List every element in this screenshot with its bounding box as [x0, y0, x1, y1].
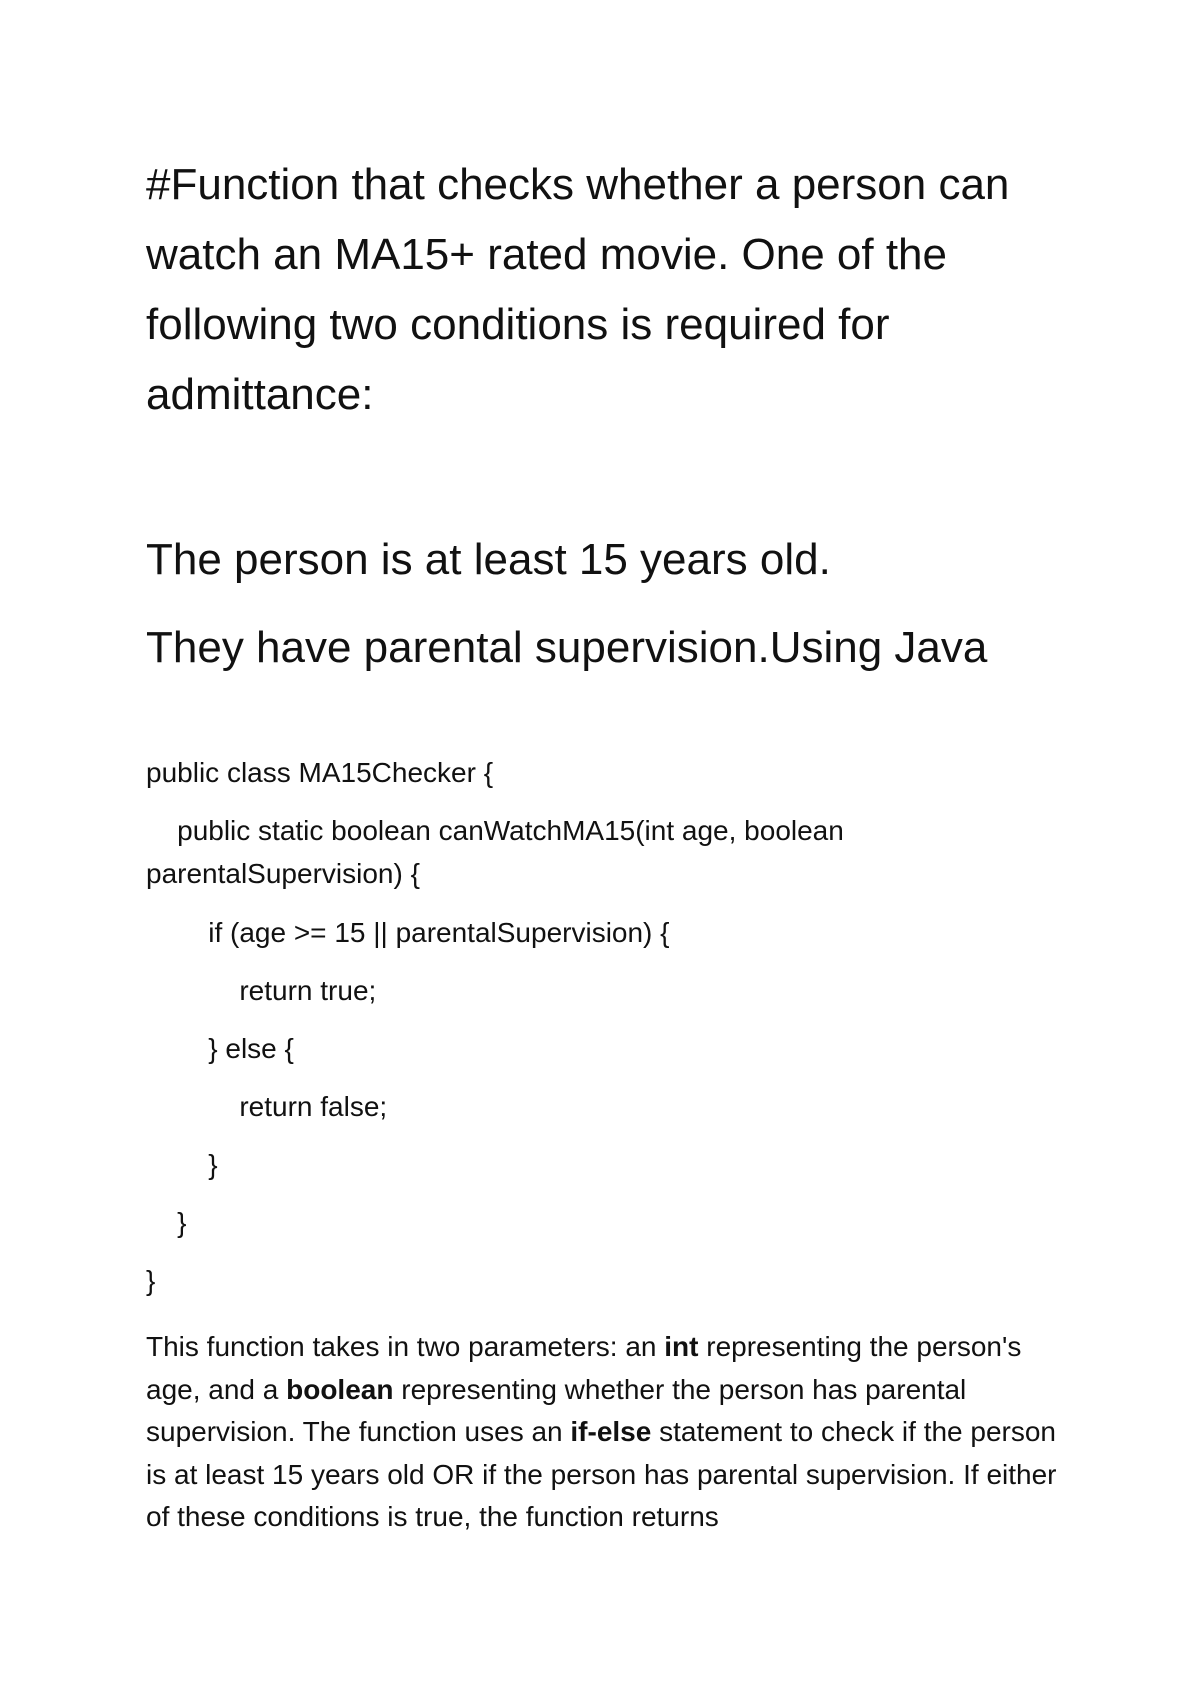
- code-line: return false;: [146, 1091, 388, 1122]
- code-line: if (age >= 15 || parentalSupervision) {: [146, 917, 670, 948]
- explanation-paragraph: [146, 1326, 1081, 1539]
- code-line: }: [146, 1265, 156, 1296]
- condition-supervision: They have parental supervision.Using Java: [146, 623, 988, 672]
- condition-age: The person is at least 15 years old.: [146, 535, 831, 584]
- code-line: return true;: [146, 975, 377, 1006]
- code-line: } else {: [146, 1033, 294, 1064]
- keyword-if-else: if-else: [570, 1416, 652, 1447]
- heading-text: #Function that checks whether a person can watch an MA15+ rated movie. One of the following two conditions is required for admittance:: [146, 160, 1010, 419]
- explanation-text: representing the person's age, and a: [146, 1331, 1022, 1405]
- explanation-text: statement to check if the person is at least 15 years old OR if the person has parental supervision. If either of these conditions is true, the function returns: [146, 1416, 1057, 1532]
- code-line: public class MA15Checker {: [146, 757, 494, 788]
- code-line: parentalSupervision) {: [146, 858, 420, 889]
- code-line: }: [146, 1207, 187, 1238]
- explanation-text: This function takes in two parameters: an: [146, 1331, 665, 1362]
- explanation-text: representing whether the person has parental supervision. The function uses an: [146, 1373, 967, 1447]
- code-line: }: [146, 1149, 218, 1180]
- code-line: public static boolean canWatchMA15(int age, boolean: [146, 815, 844, 846]
- keyword-boolean: boolean: [286, 1373, 394, 1405]
- keyword-int: int: [664, 1331, 699, 1362]
